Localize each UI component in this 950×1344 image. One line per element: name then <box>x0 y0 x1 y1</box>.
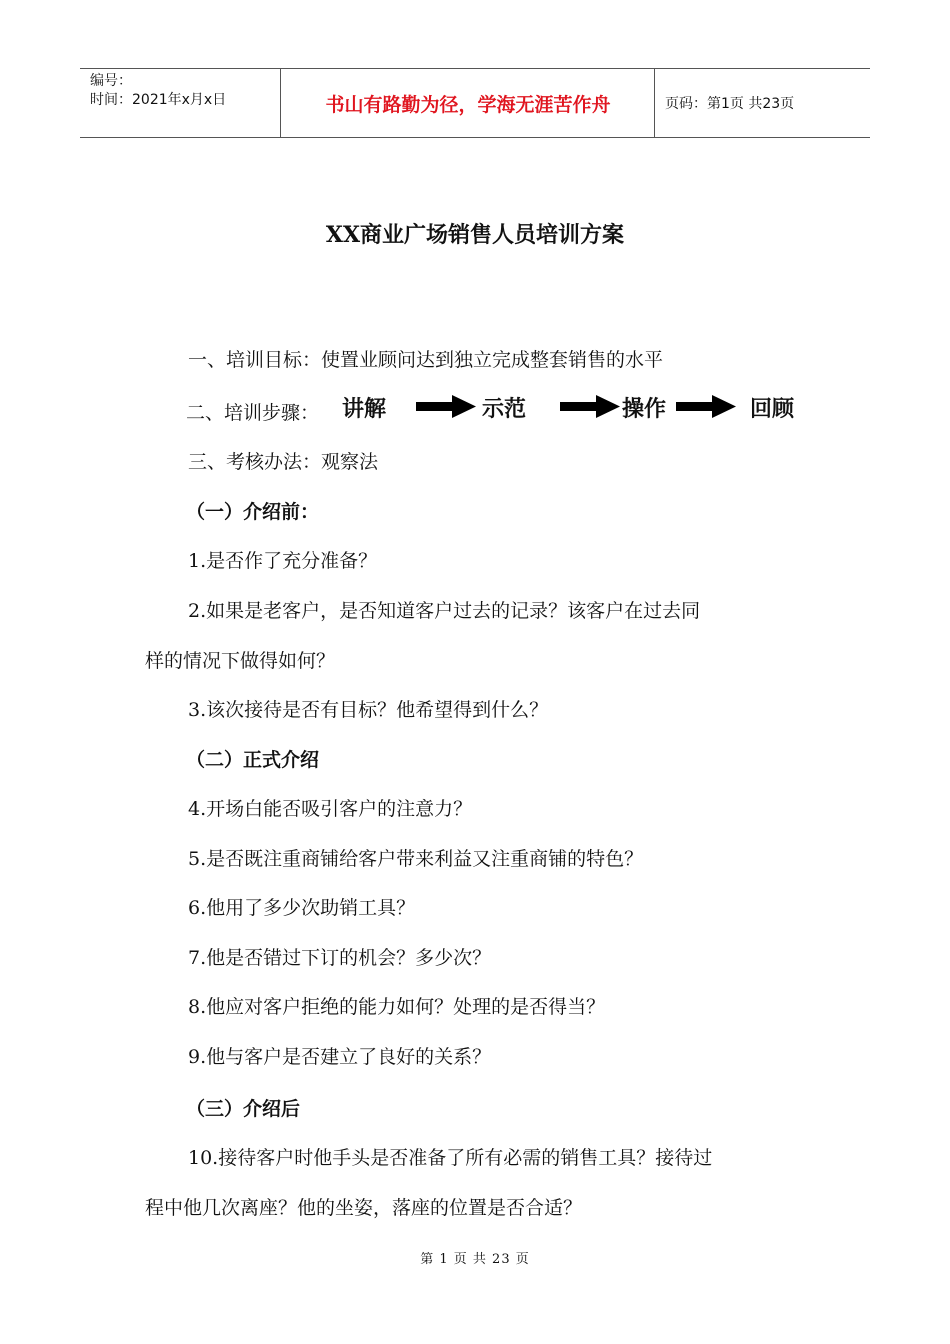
training-steps <box>186 392 826 426</box>
question-2: 2.如果是老客户，是否知道客户过去的记录？该客户在过去同 <box>188 600 701 622</box>
header-motto: 书山有路勤为径，学海无涯苦作舟 <box>282 69 655 137</box>
arrow-right-icon <box>560 394 620 420</box>
question-1: 1.是否作了充分准备？ <box>188 550 378 572</box>
header-meta <box>80 69 281 137</box>
question-3: 3.该次接待是否有目标？他希望得到什么？ <box>188 699 549 721</box>
arrow-right-icon <box>416 394 476 420</box>
question-5: 5.是否既注重商铺给客户带来利益又注重商铺的特色？ <box>188 848 644 870</box>
section-heading-1: （一）介绍前： <box>186 501 320 523</box>
step-2: 示范 <box>482 397 527 422</box>
question-7: 7.他是否错过下订的机会？多少次？ <box>188 947 492 969</box>
step-1: 讲解 <box>342 397 387 422</box>
page-footer: 第 1 页 共 23 页 <box>420 1252 530 1267</box>
document-title: XX商业广场销售人员培训方案 <box>325 222 625 248</box>
document-number-label: 编号： <box>90 73 132 89</box>
question-2-continued: 样的情况下做得如何？ <box>145 650 336 672</box>
training-goal: 一、培训目标：使置业顾问达到独立完成整套销售的水平 <box>188 349 664 371</box>
section-heading-3: （三）介绍后 <box>186 1098 301 1120</box>
question-4: 4.开场白能否吸引客户的注意力？ <box>188 798 473 820</box>
assessment-method: 三、考核办法：观察法 <box>188 451 379 473</box>
step-3: 操作 <box>622 397 667 422</box>
question-10-continued: 程中他几次离座？他的坐姿，落座的位置是否合适？ <box>145 1197 583 1219</box>
step-4: 回顾 <box>750 397 795 422</box>
page-header <box>80 68 870 138</box>
arrow-right-icon <box>676 394 736 420</box>
training-steps-label: 二、培训步骤： <box>186 402 320 424</box>
document-time: 时间：2021年x月x日 <box>90 92 227 108</box>
question-8: 8.他应对客户拒绝的能力如何？处理的是否得当？ <box>188 996 606 1018</box>
section-heading-2: （二）正式介绍 <box>186 749 320 771</box>
question-10: 10.接待客户时他手头是否准备了所有必需的销售工具？接待过 <box>188 1147 713 1169</box>
question-9: 9.他与客户是否建立了良好的关系？ <box>188 1046 492 1068</box>
question-6: 6.他用了多少次助销工具？ <box>188 897 416 919</box>
header-page-info: 页码：第1页 共23页 <box>665 96 795 112</box>
